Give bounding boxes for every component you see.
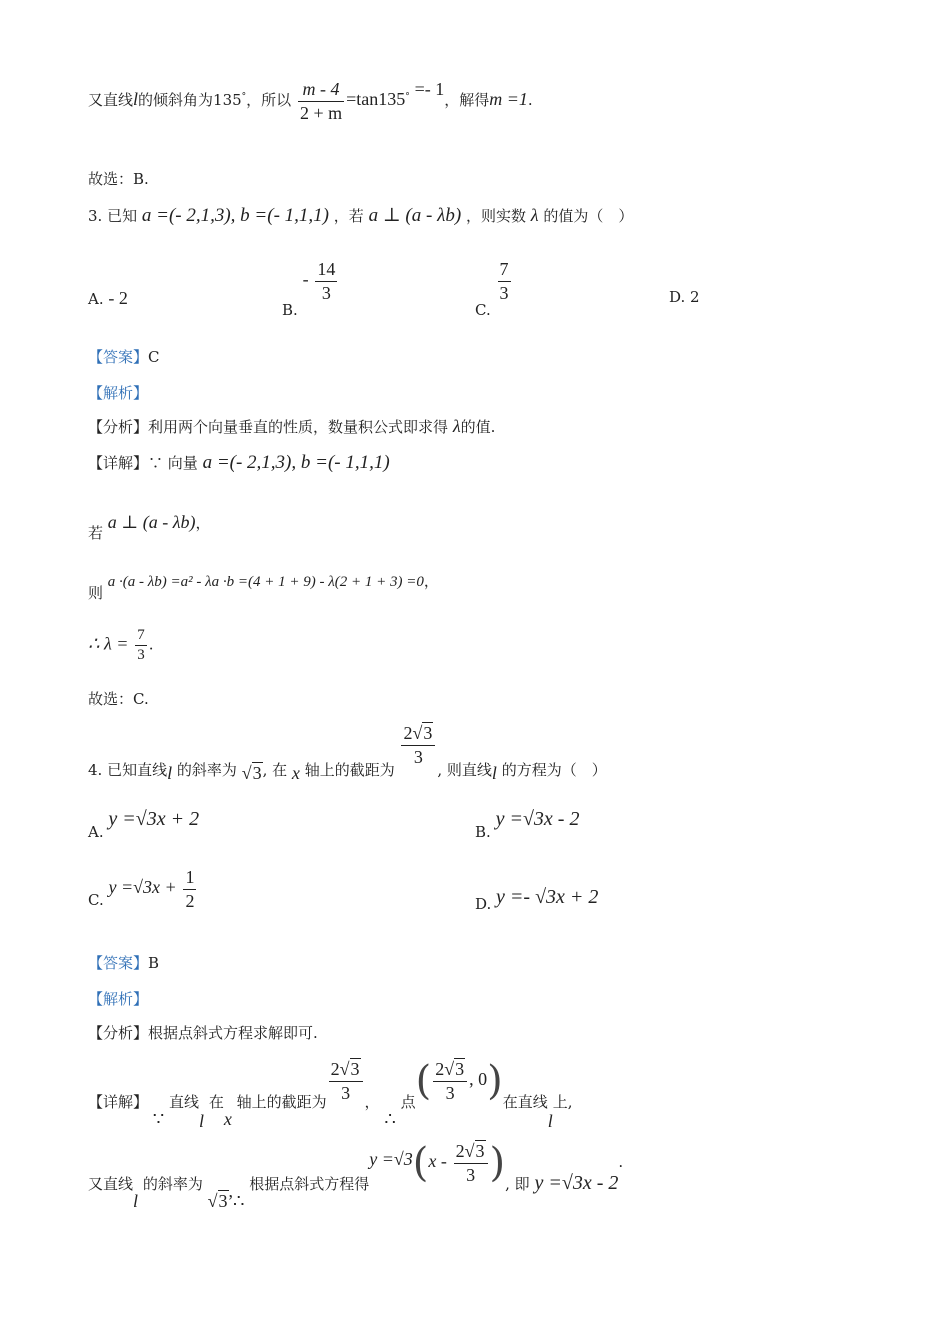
var-x: x [223, 1109, 232, 1129]
option-label: A. [88, 290, 104, 308]
expression: a ·(a - λb) =a² - λa ·b =(4 + 1 + 9) - λ(2 + 1 + 3) =0 [107, 574, 424, 590]
var-l: l [133, 1191, 139, 1211]
text: , 在 [262, 761, 288, 779]
text: 直线 [169, 1093, 200, 1111]
radicand: 3 [423, 723, 433, 743]
numerator: 2√3 [454, 1140, 488, 1164]
denominator: 3 [341, 1082, 351, 1103]
fraction [298, 78, 344, 124]
paren-open: ( [415, 1058, 432, 1104]
sqrt: √3 [207, 1191, 228, 1211]
option-label: A. [88, 823, 104, 841]
line-slope-angle [88, 78, 533, 124]
text: ， [364, 1093, 380, 1111]
var-l: l [199, 1111, 205, 1131]
numerator: 1 [183, 866, 196, 890]
text: 点 [400, 1093, 416, 1111]
paren-close: ) [487, 1058, 503, 1104]
vector-def: a =(- 2,1,3), b =(- 1,1,1) [202, 452, 390, 473]
therefore-symbol: ∴ [233, 1191, 245, 1211]
denominator: 3 [321, 282, 331, 303]
text: 的倾斜角为135 [138, 91, 242, 109]
answer-tag: 【答案】 [88, 348, 149, 366]
fraction [315, 258, 337, 304]
denominator: 2 + m [299, 102, 343, 123]
denominator: 3 [466, 1164, 476, 1185]
denominator: 3 [445, 1082, 455, 1103]
text: ，解得 [444, 91, 490, 109]
q4-option-a[interactable] [88, 808, 200, 841]
option-label: B. [475, 823, 491, 841]
text: 的值. [460, 418, 496, 436]
q3-option-b[interactable] [282, 258, 339, 319]
answer-tag: 【答案】 [88, 954, 149, 972]
fraction [329, 1058, 363, 1104]
denominator: 3 [413, 746, 423, 767]
text: . [618, 1153, 624, 1171]
therefore-symbol: ∴ [384, 1109, 396, 1129]
denominator: 2 [185, 890, 195, 911]
degree: ° [405, 92, 410, 102]
q3-stem [88, 204, 633, 227]
q4-option-d[interactable] [475, 886, 599, 913]
option-sign: - [302, 269, 309, 289]
text: 根据点斜式方程求解即可. [148, 1024, 318, 1042]
coef: 2 [330, 1059, 340, 1079]
text: ，所以 [246, 91, 292, 109]
var-l: l [167, 763, 173, 783]
text: 根据点斜式方程得 [249, 1175, 370, 1193]
text: 利用两个向量垂直的性质，数量积公式即求得 [148, 418, 449, 436]
degree: ° [241, 92, 247, 102]
q3-ze [88, 570, 439, 602]
q4-answer [88, 952, 159, 973]
expr: =- 1 [414, 79, 445, 99]
fraction [454, 1140, 488, 1186]
q4-analysis-tag: 【解析】 [88, 990, 149, 1008]
option-expr: y =- √3x + 2 [496, 886, 599, 908]
detail-tag: 【详解】 [88, 1093, 149, 1111]
text: 的斜率为 [142, 1175, 203, 1193]
text: . [527, 91, 533, 109]
text: 的方程为（ ） [501, 761, 607, 779]
q3-therefore [88, 626, 153, 665]
numerator: 14 [315, 258, 337, 282]
text: 轴上的截距为 [304, 761, 395, 779]
choose-1: 故选：B. [88, 170, 149, 188]
text: ∵ 向量 [148, 454, 198, 472]
q3-ruo [88, 512, 211, 542]
text: 在直线 [502, 1093, 548, 1111]
numerator: 7 [498, 258, 511, 282]
coef: 2 [403, 723, 413, 743]
text: , [228, 1181, 233, 1201]
text: 轴上的截距为 [236, 1093, 327, 1111]
option-expr: y =√3x - 2 [495, 808, 580, 830]
radicand: 3 [252, 763, 262, 783]
q3-option-a[interactable] [88, 288, 128, 309]
q3-analysis-tag: 【解析】 [88, 384, 149, 402]
q3-option-c[interactable] [475, 258, 513, 319]
numerator: 7 [135, 626, 147, 646]
text: ， [423, 572, 439, 590]
option-label: C. [475, 301, 491, 319]
final-equation: y =√3x - 2 [534, 1172, 619, 1194]
var-l: l [133, 89, 139, 109]
q3-answer [88, 346, 160, 367]
fraction [433, 1058, 467, 1104]
option-label: C. [88, 891, 104, 909]
text: 的斜率为 [176, 761, 237, 779]
option-expr: y =√3x + [108, 877, 177, 897]
expr: , 0 [469, 1069, 488, 1089]
fenxi-tag: 【分析】 [88, 418, 149, 436]
text: ，若 [333, 207, 364, 225]
q3-option-d[interactable] [669, 288, 700, 306]
expr: x - [428, 1151, 447, 1171]
text: , 则直线 [437, 761, 492, 779]
option-label: B. [282, 301, 298, 319]
q4-option-b[interactable] [475, 808, 580, 841]
option-value: - 2 [108, 288, 128, 308]
detail-tag: 【详解】 [88, 454, 149, 472]
fraction [135, 626, 147, 665]
text: . [148, 635, 154, 654]
text: ， [195, 514, 211, 532]
q4-stem [88, 722, 607, 783]
numerator: 2√3 [401, 722, 435, 746]
fenxi-tag: 【分析】 [88, 1024, 149, 1042]
q3-fenxi [88, 416, 495, 437]
text: 在 [208, 1093, 224, 1111]
option-expr: y =√3x + 2 [108, 808, 200, 830]
var-x: x [291, 763, 300, 783]
fraction [498, 258, 511, 304]
text: 3. 已知 [88, 207, 138, 225]
text: 则 [88, 584, 104, 602]
text: 4. 已知直线 [88, 761, 168, 779]
q3-choose: 故选：C. [88, 690, 149, 708]
var-lambda: λ [530, 205, 539, 225]
q4-detail [88, 1058, 573, 1131]
because-symbol: ∵ [152, 1109, 165, 1129]
coef: 2 [455, 1141, 465, 1161]
expr: =tan135 [346, 89, 406, 109]
radicand: 3 [455, 1059, 465, 1079]
fraction [183, 866, 196, 912]
radicand: 3 [218, 1191, 228, 1211]
vector-def: a =(- 2,1,3), b =(- 1,1,1) [141, 205, 329, 226]
text: 又直线 [88, 91, 134, 109]
sqrt: √3 [241, 763, 262, 783]
var-l: l [547, 1111, 553, 1131]
expression: ∴ λ = [88, 633, 129, 654]
numerator: m - 4 [298, 78, 344, 102]
numerator: 2√3 [433, 1058, 467, 1082]
answer-value: C [148, 348, 160, 366]
radicand: 3 [350, 1059, 360, 1079]
q4-derivation [88, 1140, 624, 1211]
text: 上, [552, 1093, 573, 1111]
paren-open: ( [412, 1140, 429, 1186]
numerator: 2√3 [329, 1058, 363, 1082]
condition: a ⊥ (a - λb) [368, 205, 462, 226]
text: 的值为（ ） [543, 207, 634, 225]
var-lambda: λ [452, 416, 461, 436]
condition: a ⊥ (a - λb) [107, 512, 196, 532]
coef: 2 [435, 1059, 445, 1079]
q3-detail [88, 452, 390, 474]
text: ，则实数 [465, 207, 526, 225]
denominator: 3 [137, 646, 145, 663]
text: , 即 [505, 1175, 530, 1193]
answer-value: B [148, 954, 160, 972]
var-l: l [491, 763, 497, 783]
expr: y =√3 [369, 1149, 413, 1169]
option-value: 2 [690, 288, 700, 306]
option-label: D. [669, 288, 686, 306]
radicand: 3 [475, 1141, 485, 1161]
paren-close: ) [489, 1140, 506, 1186]
fraction [401, 722, 435, 768]
q4-option-c[interactable] [88, 866, 198, 912]
result: m =1 [489, 89, 528, 109]
denominator: 3 [499, 282, 509, 303]
text: 若 [88, 524, 104, 542]
text: 又直线 [88, 1175, 134, 1193]
q4-fenxi [88, 1022, 318, 1043]
option-label: D. [475, 895, 492, 913]
